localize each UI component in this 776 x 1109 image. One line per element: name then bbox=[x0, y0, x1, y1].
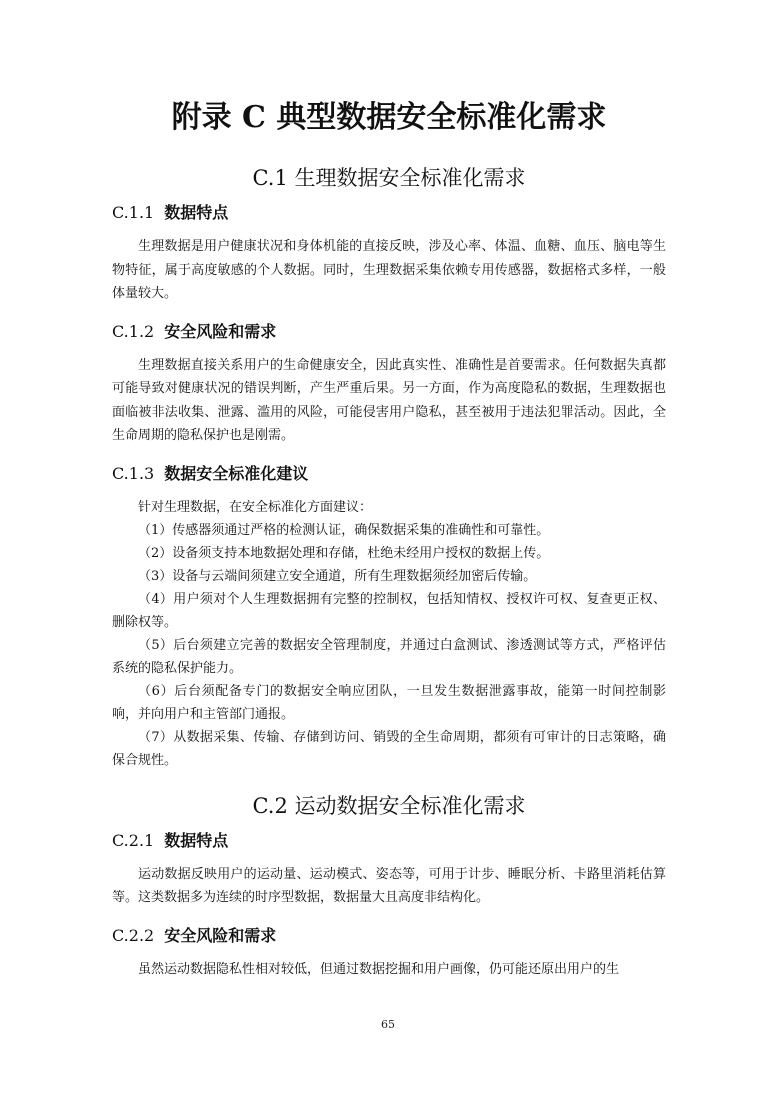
paragraph-c1-1: 生理数据是用户健康状况和身体机能的直接反映，涉及心率、体温、血糖、血压、脑电等生物特征，属于高度敏感的个人数据。同时，生理数据采集依赖专用传感器，数据格式多样，一般体量较大。 bbox=[112, 239, 666, 301]
list-item: （3）设备与云端间须建立安全通道，所有生理数据须经加密后传输。 bbox=[138, 568, 537, 584]
subsection-heading: 数据特点 bbox=[164, 203, 229, 222]
subsection-number: C.2.1 bbox=[112, 830, 155, 850]
subsection-number: C.1.1 bbox=[112, 203, 155, 222]
list-item: （1）传感器须通过严格的检测认证，确保数据采集的准确性和可靠性。 bbox=[138, 522, 550, 538]
subsection-title-c2-2 bbox=[112, 923, 666, 949]
page-number: 65 bbox=[381, 1018, 395, 1031]
list-item: （6）后台须配备专门的数据安全响应团队，一旦发生数据泄露事故，能第一时间控制影响，并向用户和主管部门通报。 bbox=[112, 683, 666, 722]
paragraph-c1-2: 生理数据直接关系用户的生命健康安全，因此真实性、准确性是首要需求。任何数据失真都可能导致对健康状况的错误判断，产生严重后果。另一方面，作为高度隐私的数据，生理数据也面临被非法收集、泄露、滥用的风险，可能侵害用户隐私，甚至被用于违法犯罪活动。因此，全生命周期的隐私保护也是刚需。 bbox=[112, 357, 666, 443]
subsection-title-c1-2 bbox=[112, 319, 666, 345]
subsection-heading: 数据特点 bbox=[164, 830, 229, 850]
paragraph-c2-2: 虽然运动数据隐私性相对较低，但通过数据挖掘和用户画像，仍可能还原出用户的生 bbox=[138, 961, 620, 977]
subsection-title-c1-3 bbox=[112, 461, 666, 487]
subsection-title-c1-1 bbox=[112, 200, 666, 226]
list-item: （5）后台须建立完善的数据安全管理制度，并通过白盒测试、渗透测试等方式，严格评估系统的隐私保护能力。 bbox=[112, 637, 666, 676]
section-title-c2: C.2 运动数据安全标准化需求 bbox=[252, 793, 526, 818]
subsection-heading: 数据安全标准化建议 bbox=[164, 463, 309, 483]
subsection-title-c2-1 bbox=[112, 828, 666, 854]
list-item: （7）从数据采集、传输、存储到访问、销毁的全生命周期，都须有可审计的日志策略，确保合规性。 bbox=[112, 729, 666, 768]
list-item: （2）设备须支持本地数据处理和存储，杜绝未经用户授权的数据上传。 bbox=[138, 545, 550, 561]
appendix-title: 附录 C 典型数据安全标准化需求 bbox=[171, 100, 607, 135]
paragraph-c2-1: 运动数据反映用户的运动量、运动模式、姿态等，可用于计步、睡眠分析、卡路里消耗估算等。这类数据多为连续的时序型数据，数据量大且高度非结构化。 bbox=[112, 866, 666, 905]
section-title-c1: C.1 生理数据安全标准化需求 bbox=[252, 166, 526, 190]
list-intro: 针对生理数据，在安全标准化方面建议： bbox=[138, 499, 373, 515]
subsection-number: C.2.2 bbox=[112, 925, 155, 945]
subsection-heading: 安全风险和需求 bbox=[164, 321, 277, 341]
subsection-heading: 安全风险和需求 bbox=[164, 925, 277, 945]
subsection-number: C.1.3 bbox=[112, 463, 155, 483]
subsection-number: C.1.2 bbox=[112, 321, 155, 341]
list-item: （4）用户须对个人生理数据拥有完整的控制权，包括知情权、授权许可权、复查更正权、删除权等。 bbox=[112, 591, 666, 630]
